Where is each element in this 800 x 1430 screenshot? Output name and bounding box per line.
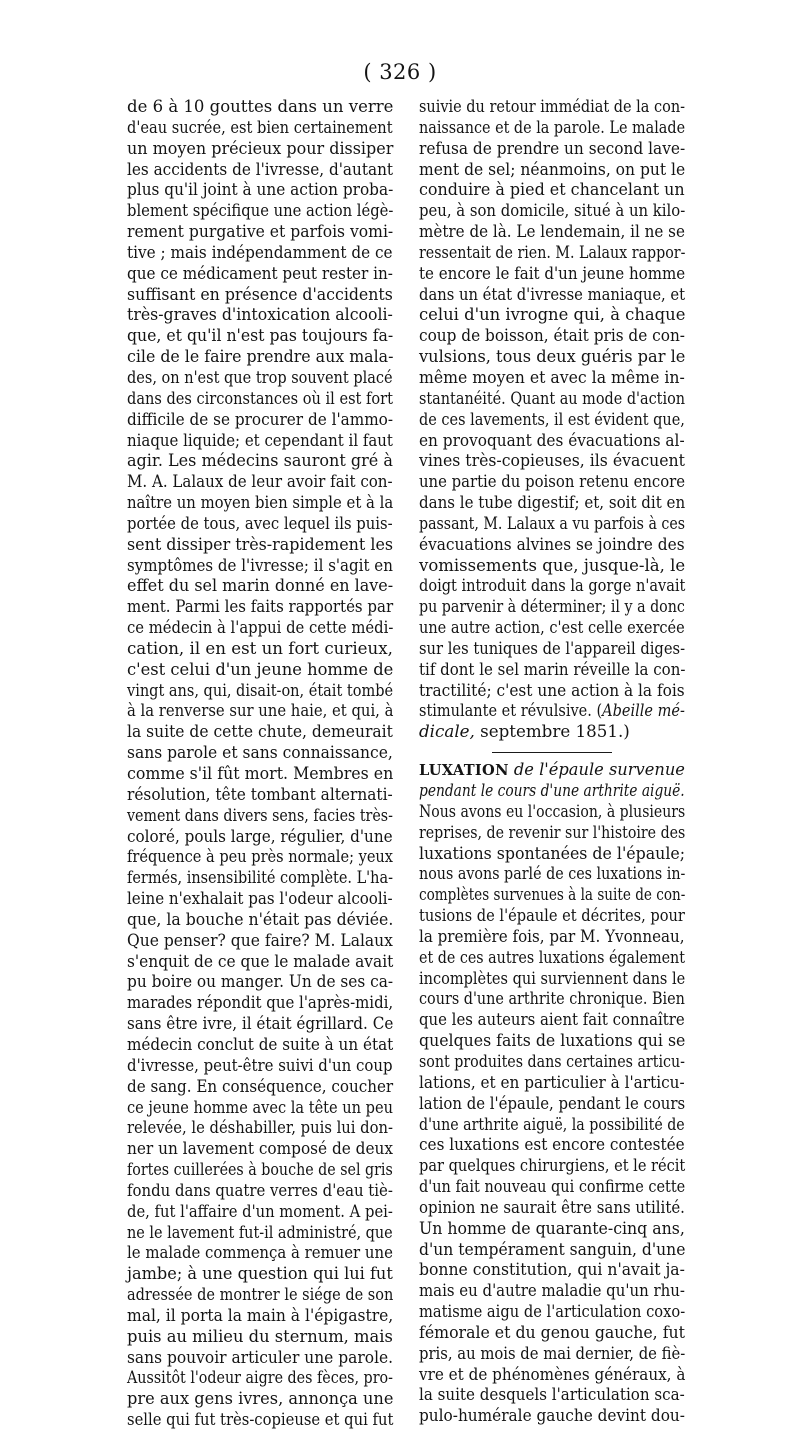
text-line: suivie du retour immédiat de la con- (419, 96, 686, 116)
text-line: par quelques chirurgiens, et le récit (419, 1155, 686, 1176)
text-line: complètes survenues à la suite de con- (419, 884, 686, 905)
text-line: passant, M. Lalaux a vu parfois à ces (419, 512, 686, 533)
text-line: jambe; à une question qui lui fut (127, 1263, 393, 1284)
text-line: stimulante et révulsive. (Abeille mé- (419, 700, 685, 721)
text-line: lation de l'épaule, pendant le cours (419, 1092, 686, 1113)
text-line: agir. Les médecins sauront gré à (127, 450, 393, 471)
text-line: leine n'exhalait pas l'odeur alcooli- (127, 888, 393, 909)
text-line: pu parvenir à déterminer; il y a donc (419, 596, 685, 617)
text-line: pre aux gens ivres, annonça une (127, 1388, 394, 1409)
text-line: un moyen précieux pour dissiper (127, 137, 394, 158)
text-line: relevée, le déshabiller, puis lui don- (127, 1117, 393, 1138)
text-line: effet du sel marin donné en lave- (127, 575, 394, 596)
text-line: fondu dans quatre verres d'eau tiè- (127, 1179, 393, 1200)
text-line: cours d'une arthrite chronique. Bien (419, 988, 685, 1009)
text-line: dans des circonstances où il est fort (127, 387, 393, 408)
text-line: et de ces autres luxations également (419, 946, 685, 967)
text-line: fémorale et du genou gauche, fut (419, 1321, 685, 1342)
text-line: luxations spontanées de l'épaule; (419, 842, 686, 863)
text-line: ment. Parmi les faits rapportés par (127, 596, 394, 617)
text-line: blement spécifique une action légè- (127, 200, 394, 221)
text-line: adressée de montrer le siége de son (127, 1284, 394, 1305)
text-line: la première fois, par M. Yvonneau, (419, 925, 685, 946)
text-line: sans pouvoir articuler une parole. (127, 1346, 394, 1367)
text-line: sent dissiper très-rapidement les (127, 533, 394, 554)
text-line: tif dont le sel marin réveille la con- (419, 658, 686, 679)
text-line: incomplètes qui surviennent dans le (419, 967, 686, 988)
text-line: vement dans divers sens, facies très- (127, 804, 393, 825)
text-line: pu boire ou manger. Un de ses ca- (127, 971, 394, 992)
text-line: d'une arthrite aiguë, la possibilité de (419, 1113, 685, 1134)
text-line: une partie du poison retenu encore (419, 471, 686, 492)
text-line: ce jeune homme avec la tête un peu (127, 1096, 393, 1117)
text-line: refusa de prendre un second lave- (419, 137, 686, 158)
section-heading-italic-2: pendant le cours d'une arthrite aiguë. (419, 780, 685, 800)
text-line: selle qui fut très-copieuse et qui fut (127, 1409, 394, 1430)
text-line: mais eu d'autre maladie qu'un rhu- (419, 1280, 685, 1301)
text-line: que ce médicament peut rester in- (127, 262, 393, 283)
text-line: que les auteurs aient fait connaître (419, 1009, 685, 1030)
text-line: celui d'un ivrogne qui, à chaque (419, 304, 686, 325)
article-continuation (419, 96, 685, 721)
text-line: très-graves d'intoxication alcooli- (127, 304, 393, 325)
text-line: ner un lavement composé de deux (127, 1138, 394, 1159)
text-line: même moyen et avec la même in- (419, 366, 685, 387)
text-line: s'enquit de ce que le malade avait (127, 950, 394, 971)
luxation-article-body (419, 801, 685, 1426)
text-line: ressentait de rien. M. Lalaux rappor- (419, 241, 686, 262)
text-line: dans le tube digestif; et, soit dit en (419, 492, 686, 513)
text-line: résolution, tête tombant alternati- (127, 783, 393, 804)
text-line: d'ivresse, peut-être suivi d'un coup (127, 1054, 393, 1075)
text-line: en provoquant des évacuations al- (419, 429, 685, 450)
text-line: vomissements que, jusque-là, le (419, 554, 686, 575)
text-line: des, on n'est que trop souvent placé (127, 366, 393, 387)
text-line: ne le lavement fut-il administré, que (127, 1221, 393, 1242)
text-line: doigt introduit dans la gorge n'avait (419, 575, 686, 596)
right-text-column (419, 96, 685, 1426)
text-line: sans parole et sans connaissance, (127, 742, 393, 763)
text-line: suffisant en présence d'accidents (127, 283, 393, 304)
text-line: difficile de se procurer de l'ammo- (127, 408, 394, 429)
text-line: mal, il porta la main à l'épigastre, (127, 1304, 394, 1325)
text-line: stantanéité. Quant au mode d'action (419, 387, 686, 408)
text-line: évacuations alvines se joindre des (419, 533, 685, 554)
text-line: vines très-copieuses, ils évacuent (419, 450, 685, 471)
text-line: fortes cuillerées à bouche de sel gris (127, 1159, 393, 1180)
text-line: lations, et en particulier à l'articu- (419, 1071, 685, 1092)
text-line: ce médecin à l'appui de cette médi- (127, 617, 394, 638)
citation-date: septembre 1851.) (474, 721, 630, 742)
text-line: sans être ivre, il était égrillard. Ce (127, 1013, 394, 1034)
text-line: tive ; mais indépendamment de ce (127, 241, 393, 262)
text-line: comme s'il fût mort. Membres en (127, 763, 394, 783)
text-line: bonne constitution, qui n'avait ja- (419, 1259, 685, 1280)
text-line: plus qu'il joint à une action proba- (127, 179, 394, 200)
section-heading-italic-1: de l'épaule survenue (508, 759, 685, 780)
text-line: ment de sel; néanmoins, on put le (419, 158, 686, 179)
text-line: d'eau sucrée, est bien certainement (127, 116, 393, 137)
citation-source-cont: dicale, (419, 721, 475, 742)
text-line: vre et de phénomènes généraux, à (419, 1363, 686, 1384)
text-line: peu, à son domicile, situé à un kilo- (419, 200, 686, 221)
text-line: fermés, insensibilité complète. L'ha- (127, 867, 393, 888)
page-number: ( 326 ) (363, 60, 437, 84)
text-line: la suite desquels l'articulation sca- (419, 1384, 685, 1405)
text-line: vulsions, tous deux guéris par le (419, 346, 686, 367)
section-divider (492, 752, 612, 753)
text-line: sur les tuniques de l'appareil diges- (419, 637, 686, 658)
text-line: coloré, pouls large, régulier, d'une (127, 825, 393, 846)
text-line: d'un fait nouveau qui confirme cette (419, 1176, 686, 1197)
text-line: Aussitôt l'odeur aigre des fèces, pro- (127, 1367, 393, 1388)
text-line: dans un état d'ivresse maniaque, et (419, 283, 686, 304)
text-line: une autre action, c'est celle exercée (419, 617, 685, 638)
text-line: ces luxations est encore contestée (419, 1134, 685, 1155)
text-line: naître un moyen bien simple et à la (127, 492, 394, 513)
text-line: coup de boisson, était pris de con- (419, 325, 685, 346)
section-heading-line-1 (419, 759, 685, 780)
text-line: pris, au mois de mai dernier, de fiè- (419, 1342, 686, 1363)
text-line: à la renverse sur une haie, et qui, à (127, 700, 394, 721)
text-line: de ces lavements, il est évident que, (419, 408, 685, 429)
text-line: symptômes de l'ivresse; il s'agit en (127, 554, 393, 575)
text-line: cation, il en est un fort curieux, (127, 637, 393, 658)
text-line: de, fut l'affaire d'un moment. A pei- (127, 1200, 393, 1221)
text-line: matisme aigu de l'articulation coxo- (419, 1301, 686, 1322)
text-line: de 6 à 10 gouttes dans un verre (127, 96, 394, 116)
text-line: c'est celui d'un jeune homme de (127, 658, 394, 679)
text-line: mètre de là. Le lendemain, il ne se (419, 221, 685, 242)
text-line: le malade commença à remuer une (127, 1242, 393, 1263)
text-line: opinion ne saurait être sans utilité. (419, 1196, 685, 1217)
text-line: puis au milieu du sternum, mais (127, 1325, 393, 1346)
section-heading-line-2 (419, 780, 685, 801)
citation-line (419, 721, 685, 742)
text-line: marades répondit que l'après-midi, (127, 992, 394, 1013)
text-line: niaque liquide; et cependant il faut (127, 429, 393, 450)
text-line: Que penser? que faire? M. Lalaux (127, 929, 393, 950)
text-line: la suite de cette chute, demeurait (127, 721, 393, 742)
text-line: fréquence à peu près normale; yeux (127, 846, 394, 867)
text-line: naissance et de la parole. Le malade (419, 116, 686, 137)
text-line: médecin conclut de suite à un état (127, 1033, 394, 1054)
text-line: que, la bouche n'était pas déviée. (127, 908, 394, 929)
left-text-column (127, 96, 393, 1430)
text-line: que, et qu'il n'est pas toujours fa- (127, 325, 394, 346)
text-line: portée de tous, avec lequel ils puis- (127, 512, 393, 533)
text-line: tusions de l'épaule et décrites, pour (419, 905, 685, 926)
text-line: sont produites dans certaines articu- (419, 1050, 685, 1071)
text-line: vingt ans, qui, disait-on, était tombé (127, 679, 394, 700)
text-line: reprises, de revenir sur l'histoire des (419, 821, 686, 842)
text-line: de sang. En conséquence, coucher (127, 1075, 394, 1096)
citation-open: ( (591, 700, 603, 721)
text-line: te encore le fait d'un jeune homme (419, 262, 686, 283)
citation-source: Abeille mé- (602, 700, 685, 721)
text-line: M. A. Lalaux de leur avoir fait con- (127, 471, 393, 492)
text-line: Un homme de quarante-cinq ans, (419, 1217, 685, 1238)
text-line: Nous avons eu l'occasion, à plusieurs (419, 800, 686, 821)
text-line: conduire à pied et chancelant un (419, 179, 685, 200)
text-line: rement purgative et parfois vomi- (127, 221, 394, 242)
text-line: pulo-humérale gauche devint dou- (419, 1405, 685, 1426)
text-line: cile de le faire prendre aux mala- (127, 346, 394, 367)
text-line: nous avons parlé de ces luxations in- (419, 863, 686, 884)
section-heading-caps: LUXATION (419, 761, 509, 780)
text-line: quelques faits de luxations qui se (419, 1030, 686, 1051)
text-line: tractilité; c'est une action à la fois (419, 679, 685, 700)
text-line: d'un tempérament sanguin, d'une (419, 1238, 686, 1259)
text-line: les accidents de l'ivresse, d'autant (127, 158, 394, 179)
